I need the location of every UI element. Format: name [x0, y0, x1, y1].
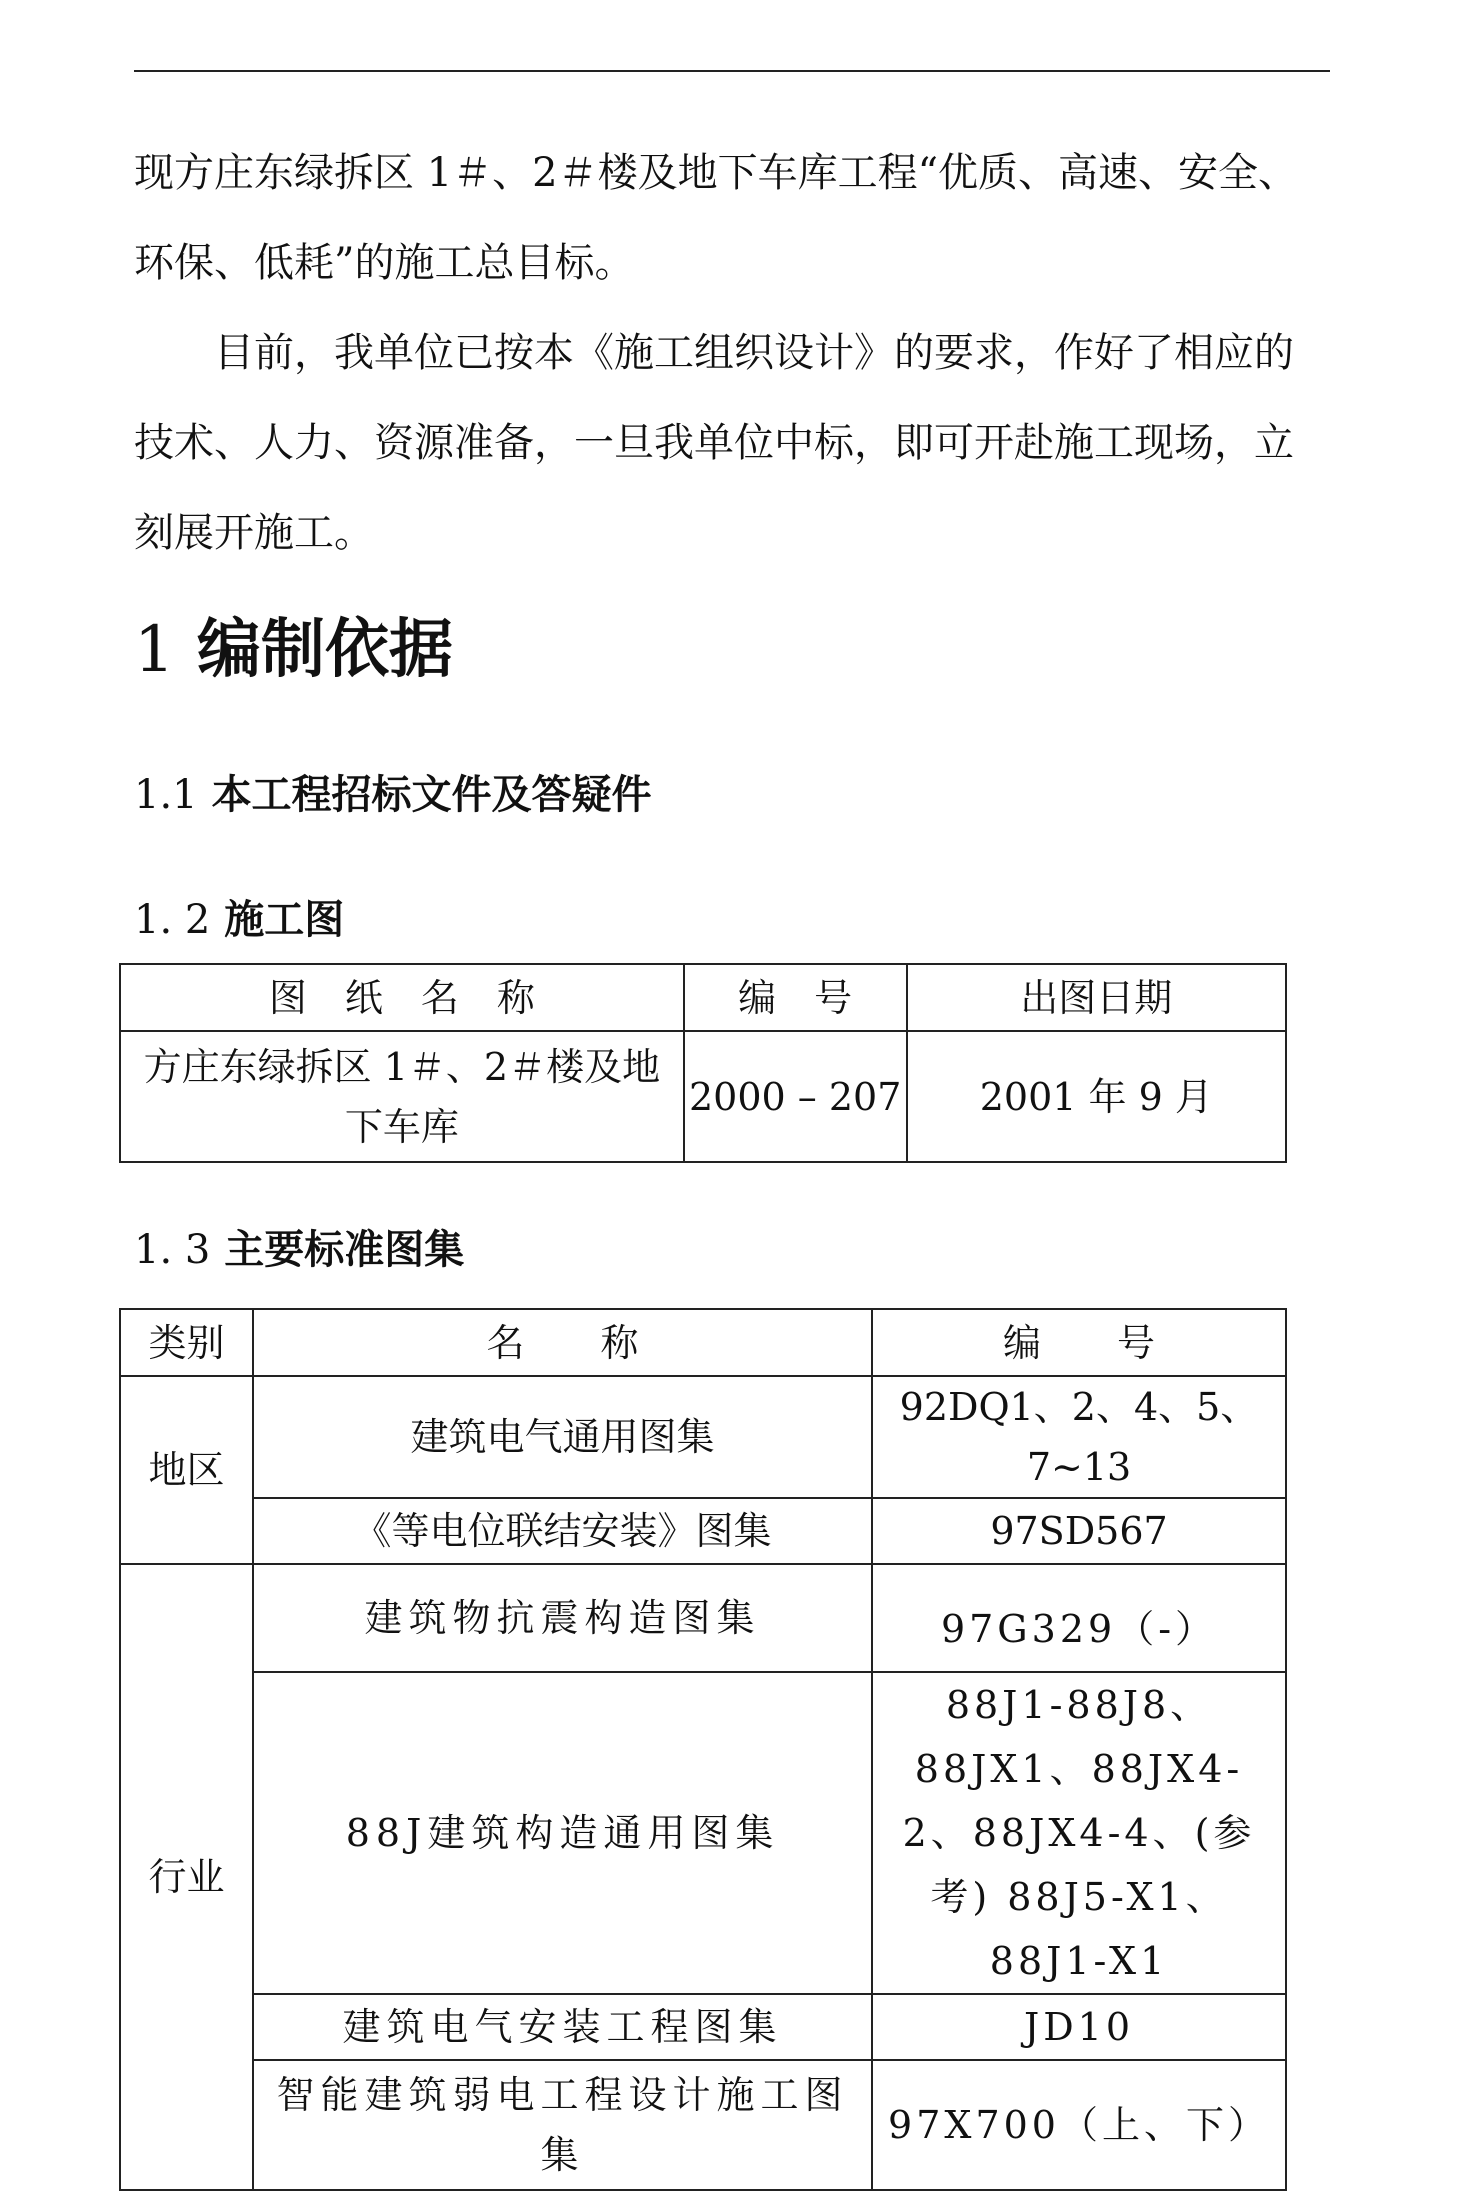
table-row [120, 1031, 1286, 1162]
standard-code: 92DQ1、2、4、5、7~13 [872, 1376, 1286, 1498]
drawing-code: 2000 – 207 [684, 1031, 907, 1162]
category-industry: 行业 [120, 1564, 253, 2190]
table-header-row [120, 964, 1286, 1031]
table-row [120, 2060, 1286, 2190]
header-date: 出图日期 [907, 964, 1286, 1031]
header-category: 类别 [120, 1309, 253, 1376]
standard-name: 智能建筑弱电工程设计施工图集 [253, 2060, 872, 2190]
table-row [120, 1498, 1286, 1564]
section-title: 主要标准图集 [224, 1227, 465, 1273]
standard-code: 97G329（-） [872, 1564, 1286, 1672]
section-1-2-heading [134, 888, 344, 945]
standards-table [119, 1308, 1287, 2191]
standard-code: JD10 [872, 1994, 1286, 2060]
header-rule [134, 70, 1330, 72]
header-code: 编 号 [872, 1309, 1286, 1376]
standard-name: 88J建筑构造通用图集 [253, 1672, 872, 1994]
table-header-row [120, 1309, 1286, 1376]
header-drawing-name: 图 纸 名 称 [120, 964, 684, 1031]
paragraph-preparation: 目前，我单位已按本《施工组织设计》的要求，作好了相应的技术、人力、资源准备，一旦我单位中标，即可开赴施工现场，立刻展开施工。 [134, 330, 1294, 556]
drawings-table [119, 963, 1287, 1163]
section-number: 1 [134, 613, 175, 687]
table-row [120, 1672, 1286, 1994]
table-row [120, 1376, 1286, 1498]
standard-code: 97SD567 [872, 1498, 1286, 1564]
section-number: 1.1 [134, 772, 198, 818]
standard-code: 97X700（上、下） [872, 2060, 1286, 2190]
header-code: 编 号 [684, 964, 907, 1031]
section-number: 1. 2 [134, 897, 211, 943]
paragraph-goal: 现方庄东绿拆区 1＃、2＃楼及地下车库工程“优质、高速、安全、环保、低耗”的施工总目标。 [134, 150, 1299, 286]
section-title: 施工图 [224, 897, 345, 943]
drawing-date: 2001 年 9 月 [907, 1031, 1286, 1162]
standard-code: 88J1-88J8、88JX1、88JX4-2、88JX4-4、(参考) 88J5-X1、88J1-X1 [872, 1672, 1286, 1994]
standard-name: 《等电位联结安装》图集 [253, 1498, 872, 1564]
header-name: 名 称 [253, 1309, 872, 1376]
section-1-3-heading [134, 1218, 464, 1275]
standard-name: 建筑物抗震构造图集 [253, 1564, 872, 1672]
drawing-name: 方庄东绿拆区 1＃、2＃楼及地下车库 [120, 1031, 684, 1162]
table-row [120, 1994, 1286, 2060]
table-row [120, 1564, 1286, 1672]
section-title: 编制依据 [197, 613, 453, 687]
section-1-1-heading [134, 763, 652, 820]
category-region: 地区 [120, 1376, 253, 1564]
standard-name: 建筑电气安装工程图集 [253, 1994, 872, 2060]
standard-name: 建筑电气通用图集 [253, 1376, 872, 1498]
section-title: 本工程招标文件及答疑件 [211, 772, 652, 818]
section-number: 1. 3 [134, 1227, 211, 1273]
section-1-heading [134, 598, 453, 690]
